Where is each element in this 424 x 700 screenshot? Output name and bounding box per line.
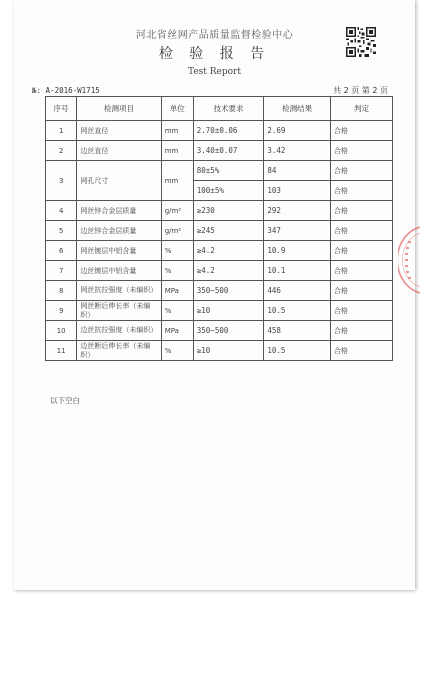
cell-judgment: 合格 <box>330 321 392 341</box>
cell-requirement: ≥10 <box>193 301 264 321</box>
report-subtitle: Test Report <box>188 67 241 77</box>
cell-requirement: 80±5% <box>193 161 264 181</box>
cell-requirement: ≥4.2 <box>193 261 264 281</box>
cell-judgment: 合格 <box>330 141 392 161</box>
cell-unit: % <box>161 241 193 261</box>
cell-no: 4 <box>46 201 77 221</box>
cell-judgment: 合格 <box>330 301 392 321</box>
cell-requirement: ≥4.2 <box>193 241 264 261</box>
cell-item: 边丝抗拉强度（未编织） <box>77 321 161 341</box>
report-title: 检 验 报 告 <box>158 46 271 62</box>
cell-result: 292 <box>264 201 331 221</box>
institution-name: 河北省丝网产品质量监督检验中心 <box>135 30 294 41</box>
cell-item: 网丝锌合金层质量 <box>77 201 161 221</box>
cell-requirement: 350~500 <box>193 321 264 341</box>
cell-no: 3 <box>46 161 77 201</box>
cell-judgment: 合格 <box>330 261 392 281</box>
cell-no: 10 <box>46 321 77 341</box>
cell-unit: % <box>161 341 193 361</box>
cell-result: 10.5 <box>264 341 331 361</box>
report-sheet <box>14 0 415 590</box>
cell-result: 347 <box>264 221 331 241</box>
cell-judgment: 合格 <box>330 201 392 221</box>
cell-no: 5 <box>46 221 77 241</box>
cell-no: 6 <box>46 241 77 261</box>
cell-judgment: 合格 <box>330 341 392 361</box>
cell-unit: % <box>161 261 193 281</box>
cell-no: 1 <box>46 121 77 141</box>
cell-result: 84 <box>264 161 331 181</box>
cell-no: 11 <box>46 341 77 361</box>
cell-unit: g/m² <box>161 221 193 241</box>
table-row <box>46 321 393 341</box>
header-no: 序号 <box>46 97 77 121</box>
cell-item: 边丝镀层中铝含量 <box>77 261 161 281</box>
cell-result: 446 <box>264 281 331 301</box>
cell-unit: MPa <box>161 321 193 341</box>
cell-judgment: 合格 <box>330 121 392 141</box>
cell-requirement: ≥245 <box>193 221 264 241</box>
cell-item: 网丝抗拉强度（未编织） <box>77 281 161 301</box>
table-row <box>46 161 393 181</box>
table-row <box>46 141 393 161</box>
cell-result: 10.9 <box>264 241 331 261</box>
table-row <box>46 221 393 241</box>
cell-result: 103 <box>264 181 331 201</box>
cell-unit: MPa <box>161 281 193 301</box>
cell-unit: mm <box>161 141 193 161</box>
cell-requirement: 100±5% <box>193 181 264 201</box>
cell-no: 9 <box>46 301 77 321</box>
cell-judgment: 合格 <box>330 221 392 241</box>
report-number: №: A-2016-W1715 <box>32 86 100 95</box>
cell-requirement: ≥230 <box>193 201 264 221</box>
cell-judgment: 合格 <box>330 281 392 301</box>
cell-unit: g/m² <box>161 201 193 221</box>
table-row <box>46 201 393 221</box>
cell-result: 10.1 <box>264 261 331 281</box>
cell-requirement: 2.70±0.06 <box>193 121 264 141</box>
cell-unit: mm <box>161 161 193 201</box>
cell-requirement: ≥10 <box>193 341 264 361</box>
page-info: 共 2 页 第 2 页 <box>333 86 388 95</box>
cell-item: 网丝直径 <box>77 121 161 141</box>
cell-result: 2.69 <box>264 121 331 141</box>
table-row <box>46 261 393 281</box>
cell-judgment: 合格 <box>330 241 392 261</box>
table-header-row <box>46 97 393 121</box>
table-row <box>46 281 393 301</box>
cell-result: 10.5 <box>264 301 331 321</box>
cell-judgment: 合格 <box>330 161 392 181</box>
cell-item: 边丝直径 <box>77 141 161 161</box>
blank-below-note: 以下空白 <box>50 396 80 405</box>
cell-requirement: 350~500 <box>193 281 264 301</box>
header-item: 检测项目 <box>77 97 161 121</box>
header-result: 检测结果 <box>264 97 331 121</box>
header-judgment: 判定 <box>330 97 392 121</box>
cell-unit: % <box>161 301 193 321</box>
cell-result: 458 <box>264 321 331 341</box>
cell-no: 2 <box>46 141 77 161</box>
qr-code-icon <box>346 27 376 57</box>
table-row <box>46 341 393 361</box>
cell-no: 8 <box>46 281 77 301</box>
cell-judgment: 合格 <box>330 181 392 201</box>
cell-item: 边丝断后伸长率（未编织） <box>77 341 161 361</box>
header-requirement: 技术要求 <box>193 97 264 121</box>
cell-item: 网丝断后伸长率（未编织） <box>77 301 161 321</box>
table-row <box>46 301 393 321</box>
cell-unit: mm <box>161 121 193 141</box>
cell-no: 7 <box>46 261 77 281</box>
cell-item: 网孔尺寸 <box>77 161 161 201</box>
cell-result: 3.42 <box>264 141 331 161</box>
cell-item: 边丝锌合金层质量 <box>77 221 161 241</box>
table-row <box>46 121 393 141</box>
seal-stamp-icon <box>398 225 420 295</box>
header-unit: 单位 <box>161 97 193 121</box>
results-table <box>45 96 393 361</box>
cell-requirement: 3.40±0.07 <box>193 141 264 161</box>
table-row <box>46 241 393 261</box>
cell-item: 网丝镀层中铝含量 <box>77 241 161 261</box>
